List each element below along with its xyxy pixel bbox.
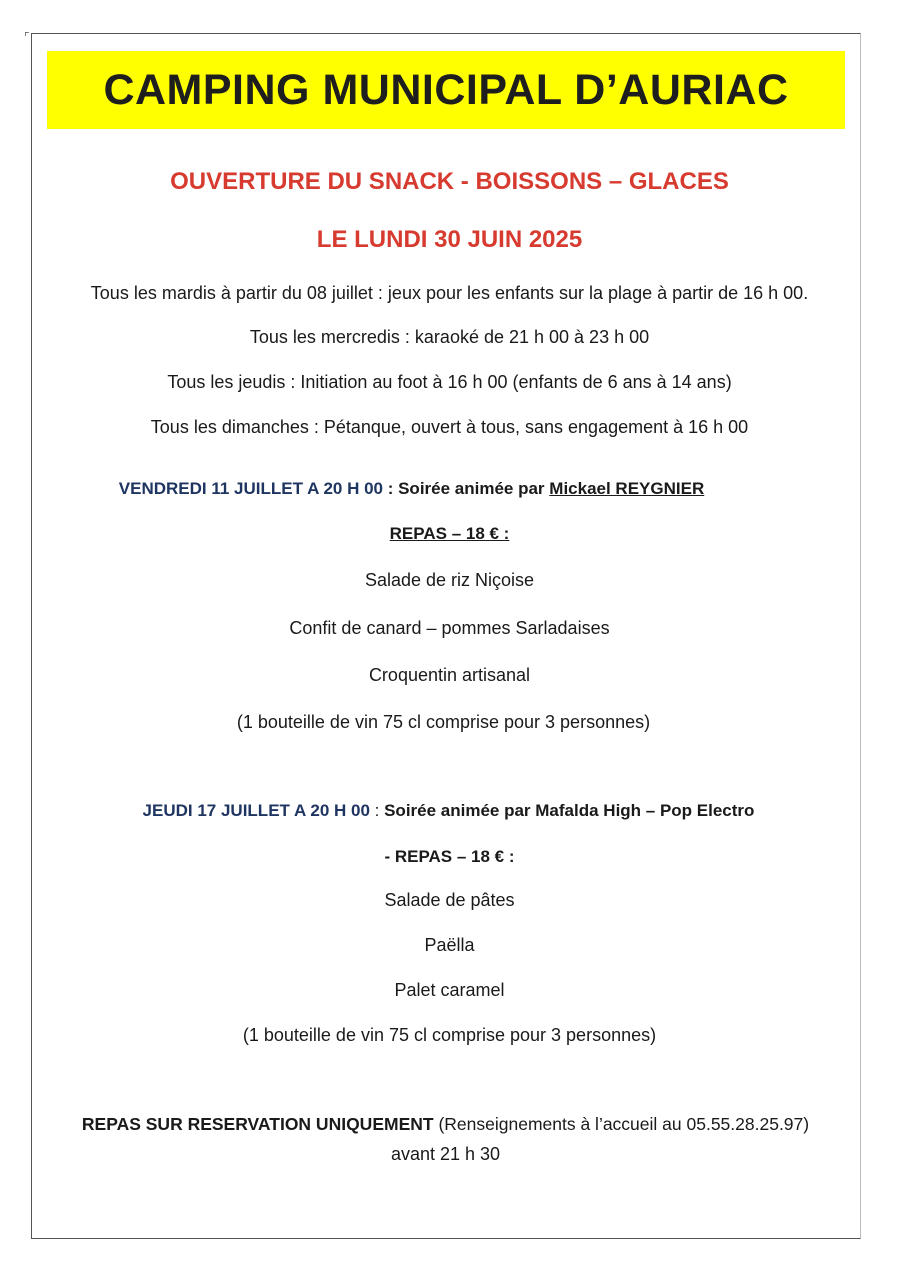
weekly-tuesday: Tous les mardis à partir du 08 juillet : jeux pour les enfants sur la plage à partir de 16 h 00. (90, 283, 809, 303)
event1-menu-item: Salade de riz Niçoise (364, 570, 535, 590)
event2-date: JEUDI 17 JUILLET A 20 H 00 (142, 801, 370, 820)
event1-desc: Soirée animée par (398, 479, 550, 498)
event1-wine-note: (1 bouteille de vin 75 cl comprise pour 3 personnes) (236, 712, 651, 732)
subtitle: OUVERTURE DU SNACK - BOISSONS – GLACES (170, 168, 729, 195)
event2-sep: : (369, 801, 385, 820)
title-banner (47, 51, 845, 129)
weekly-wednesday: Tous les mercredis : karaoké de 21 h 00 à 23 h 00 (249, 327, 650, 347)
event1-sep: : (382, 479, 399, 498)
reservation-bold: REPAS SUR RESERVATION UNIQUEMENT (81, 1114, 434, 1134)
opening-date: LE LUNDI 30 JUIN 2025 (316, 226, 583, 253)
event2-desc: Soirée animée par Mafalda High – Pop Electro (384, 801, 755, 820)
corner-mark: ⌜ (24, 30, 30, 44)
event1-heading (0, 479, 861, 499)
event1-artist: Mickael REYGNIER (549, 479, 705, 498)
event1-repas: REPAS – 18 € : (389, 524, 510, 543)
reservation-note (0, 1114, 895, 1135)
event1-date: VENDREDI 11 JUILLET A 20 H 00 (118, 479, 383, 498)
event2-wine-note: (1 bouteille de vin 75 cl comprise pour 3 personnes) (242, 1025, 657, 1045)
event2-heading (0, 801, 898, 821)
event1-menu-item: Confit de canard – pommes Sarladaises (289, 618, 610, 638)
event1-menu-item: Croquentin artisanal (368, 665, 531, 685)
event2-menu-item: Palet caramel (394, 980, 505, 1000)
reservation-info: (Renseignements à l’accueil au 05.55.28.25.97) (433, 1114, 810, 1134)
reservation-time: avant 21 h 30 (390, 1144, 501, 1164)
event2-menu-item: Salade de pâtes (384, 890, 515, 910)
event2-menu-item: Paëlla (424, 935, 475, 955)
weekly-thursday: Tous les jeudis : Initiation au foot à 16 h 00 (enfants de 6 ans à 14 ans) (167, 372, 732, 392)
page-title: CAMPING MUNICIPAL D’AURIAC (103, 65, 789, 114)
weekly-sunday: Tous les dimanches : Pétanque, ouvert à tous, sans engagement à 16 h 00 (150, 417, 749, 437)
event2-repas: - REPAS – 18 € : (384, 847, 515, 866)
